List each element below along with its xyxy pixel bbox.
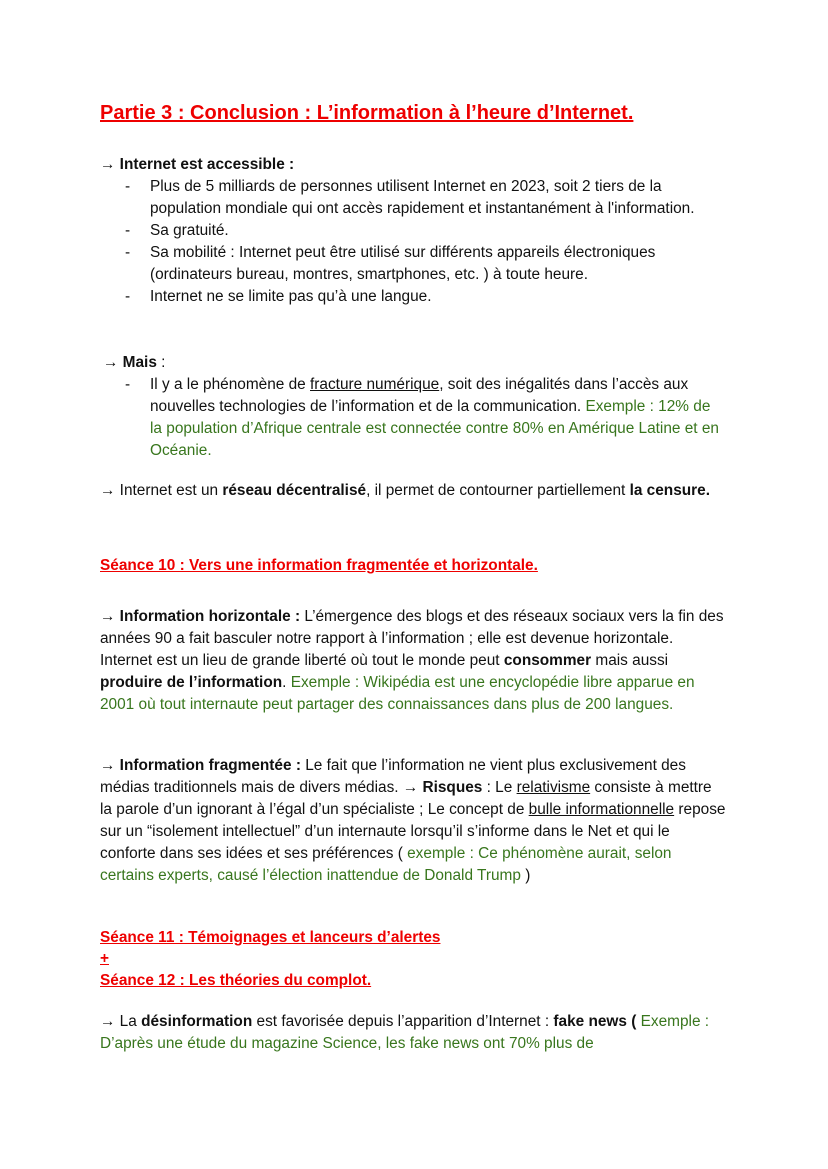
list-item — [100, 286, 726, 308]
accessible-heading — [100, 154, 726, 176]
text-segment: → Information fragmentée : — [100, 757, 301, 774]
term-relativisme: relativisme — [516, 779, 591, 796]
text-segment: consiste à mettre la parole d’un ignorant à l’égal d’un spécialiste ; Le concept de — [100, 779, 712, 818]
term-fracture-numerique: fracture numérique — [310, 376, 440, 393]
heading-seance-11: Séance 11 : Témoignages et lanceurs d’alertes — [100, 929, 441, 946]
heading-seance-12: Séance 12 : Les théories du complot. — [100, 972, 372, 989]
text-segment: fake news ( — [553, 1013, 637, 1030]
list-item — [100, 374, 726, 462]
example-text: Exemple : Wikipédia est une encyclopédie libre apparue en 2001 où tout internaute peut partager des connaissances dans plus de 200 langues. — [100, 674, 695, 713]
text-segment: → Information horizontale : — [100, 608, 301, 625]
text-segment: Sa mobilité : Internet peut être utilisé sur différents appareils électroniques (ordinateurs bureau, montres, smartphones, etc. ) à toute heure. — [150, 244, 656, 283]
heading-plus: + — [100, 950, 109, 967]
text-segment: Le fait que l’information ne vient plus exclusivement des médias traditionnels mais de divers médias. → — [100, 757, 686, 796]
text-segment: - — [125, 288, 131, 305]
text-segment: : Le — [482, 779, 517, 796]
text-segment: , soit des inégalités dans l’accès aux nouvelles technologies de l’information et de la communication. — [150, 376, 689, 415]
paragraph-horizontale — [100, 606, 726, 716]
mais-heading — [100, 352, 726, 374]
text-segment: Risques — [422, 779, 483, 796]
term-bulle-informationnelle: bulle informationnelle — [528, 801, 675, 818]
text-segment: Mais — [122, 354, 157, 371]
text-segment: Sa gratuité. — [150, 222, 229, 239]
section-accessible — [100, 154, 726, 308]
text-segment: consommer — [503, 652, 592, 669]
text-segment: → La — [100, 1013, 142, 1030]
text-segment: → Internet est accessible : — [100, 156, 295, 173]
text-segment: : — [156, 354, 166, 371]
heading-seance-10: Séance 10 : Vers une information fragmentée et horizontale. — [100, 557, 538, 574]
text-segment: est favorisée depuis l’apparition d’Internet : — [252, 1013, 554, 1030]
example-text: Exemple : 12% de la population d’Afrique centrale est connectée contre 80% en Amérique Latine et en Océanie. — [150, 398, 719, 459]
text-segment: - — [125, 244, 131, 261]
example-text: exemple : Ce phénomène aurait, selon certains experts, causé l’élection inattendue de Donald Trump — [100, 845, 672, 884]
example-text: Exemple : D’après une étude du magazine Science, les fake news ont 70% plus de — [100, 1013, 710, 1052]
text-segment: - — [125, 178, 131, 195]
accessible-list — [100, 176, 726, 308]
text-segment: ) — [520, 867, 531, 884]
text-segment: Internet ne se limite pas qu’à une langue. — [150, 288, 432, 305]
page-title: Partie 3 : Conclusion : L’information à l’heure d’Internet. — [100, 102, 634, 124]
text-segment: la censure. — [629, 482, 710, 499]
text-segment: - — [125, 376, 131, 393]
text-segment: L’émergence des blogs et des réseaux sociaux vers la fin des années 90 a fait basculer notre rapport à l’information ; elle est devenue horizontale. Internet est un lieu de grande liberté où tout le monde peut — [100, 608, 724, 669]
text-segment: produire de l’information — [100, 674, 283, 691]
text-segment: Il y a le phénomène de — [150, 376, 311, 393]
section-mais — [100, 352, 726, 462]
text-segment: repose sur un “isolement intellectuel” d’un internaute lorsqu’il s’informe dans le Net et qui le conforte dans ses idées et ses préférences ( — [100, 801, 726, 862]
paragraph-fragmentee — [100, 755, 726, 887]
text-segment: - — [125, 222, 131, 239]
paragraph-reseau — [100, 480, 726, 502]
text-segment: . — [282, 674, 291, 691]
text-segment: mais aussi — [591, 652, 669, 669]
text-segment: réseau décentralisé — [222, 482, 367, 499]
text-segment: Plus de 5 milliards de personnes utilisent Internet en 2023, soit 2 tiers de la population mondiale qui ont accès rapidement et instantanément à l'information. — [150, 178, 695, 217]
paragraph-desinformation — [100, 1011, 726, 1055]
text-segment: désinformation — [141, 1013, 253, 1030]
list-item — [100, 220, 726, 242]
list-item — [100, 176, 726, 220]
text-segment: → — [103, 354, 123, 371]
text-segment: , il permet de contourner partiellement — [366, 482, 630, 499]
list-item — [100, 242, 726, 286]
text-segment: → Internet est un — [100, 482, 223, 499]
